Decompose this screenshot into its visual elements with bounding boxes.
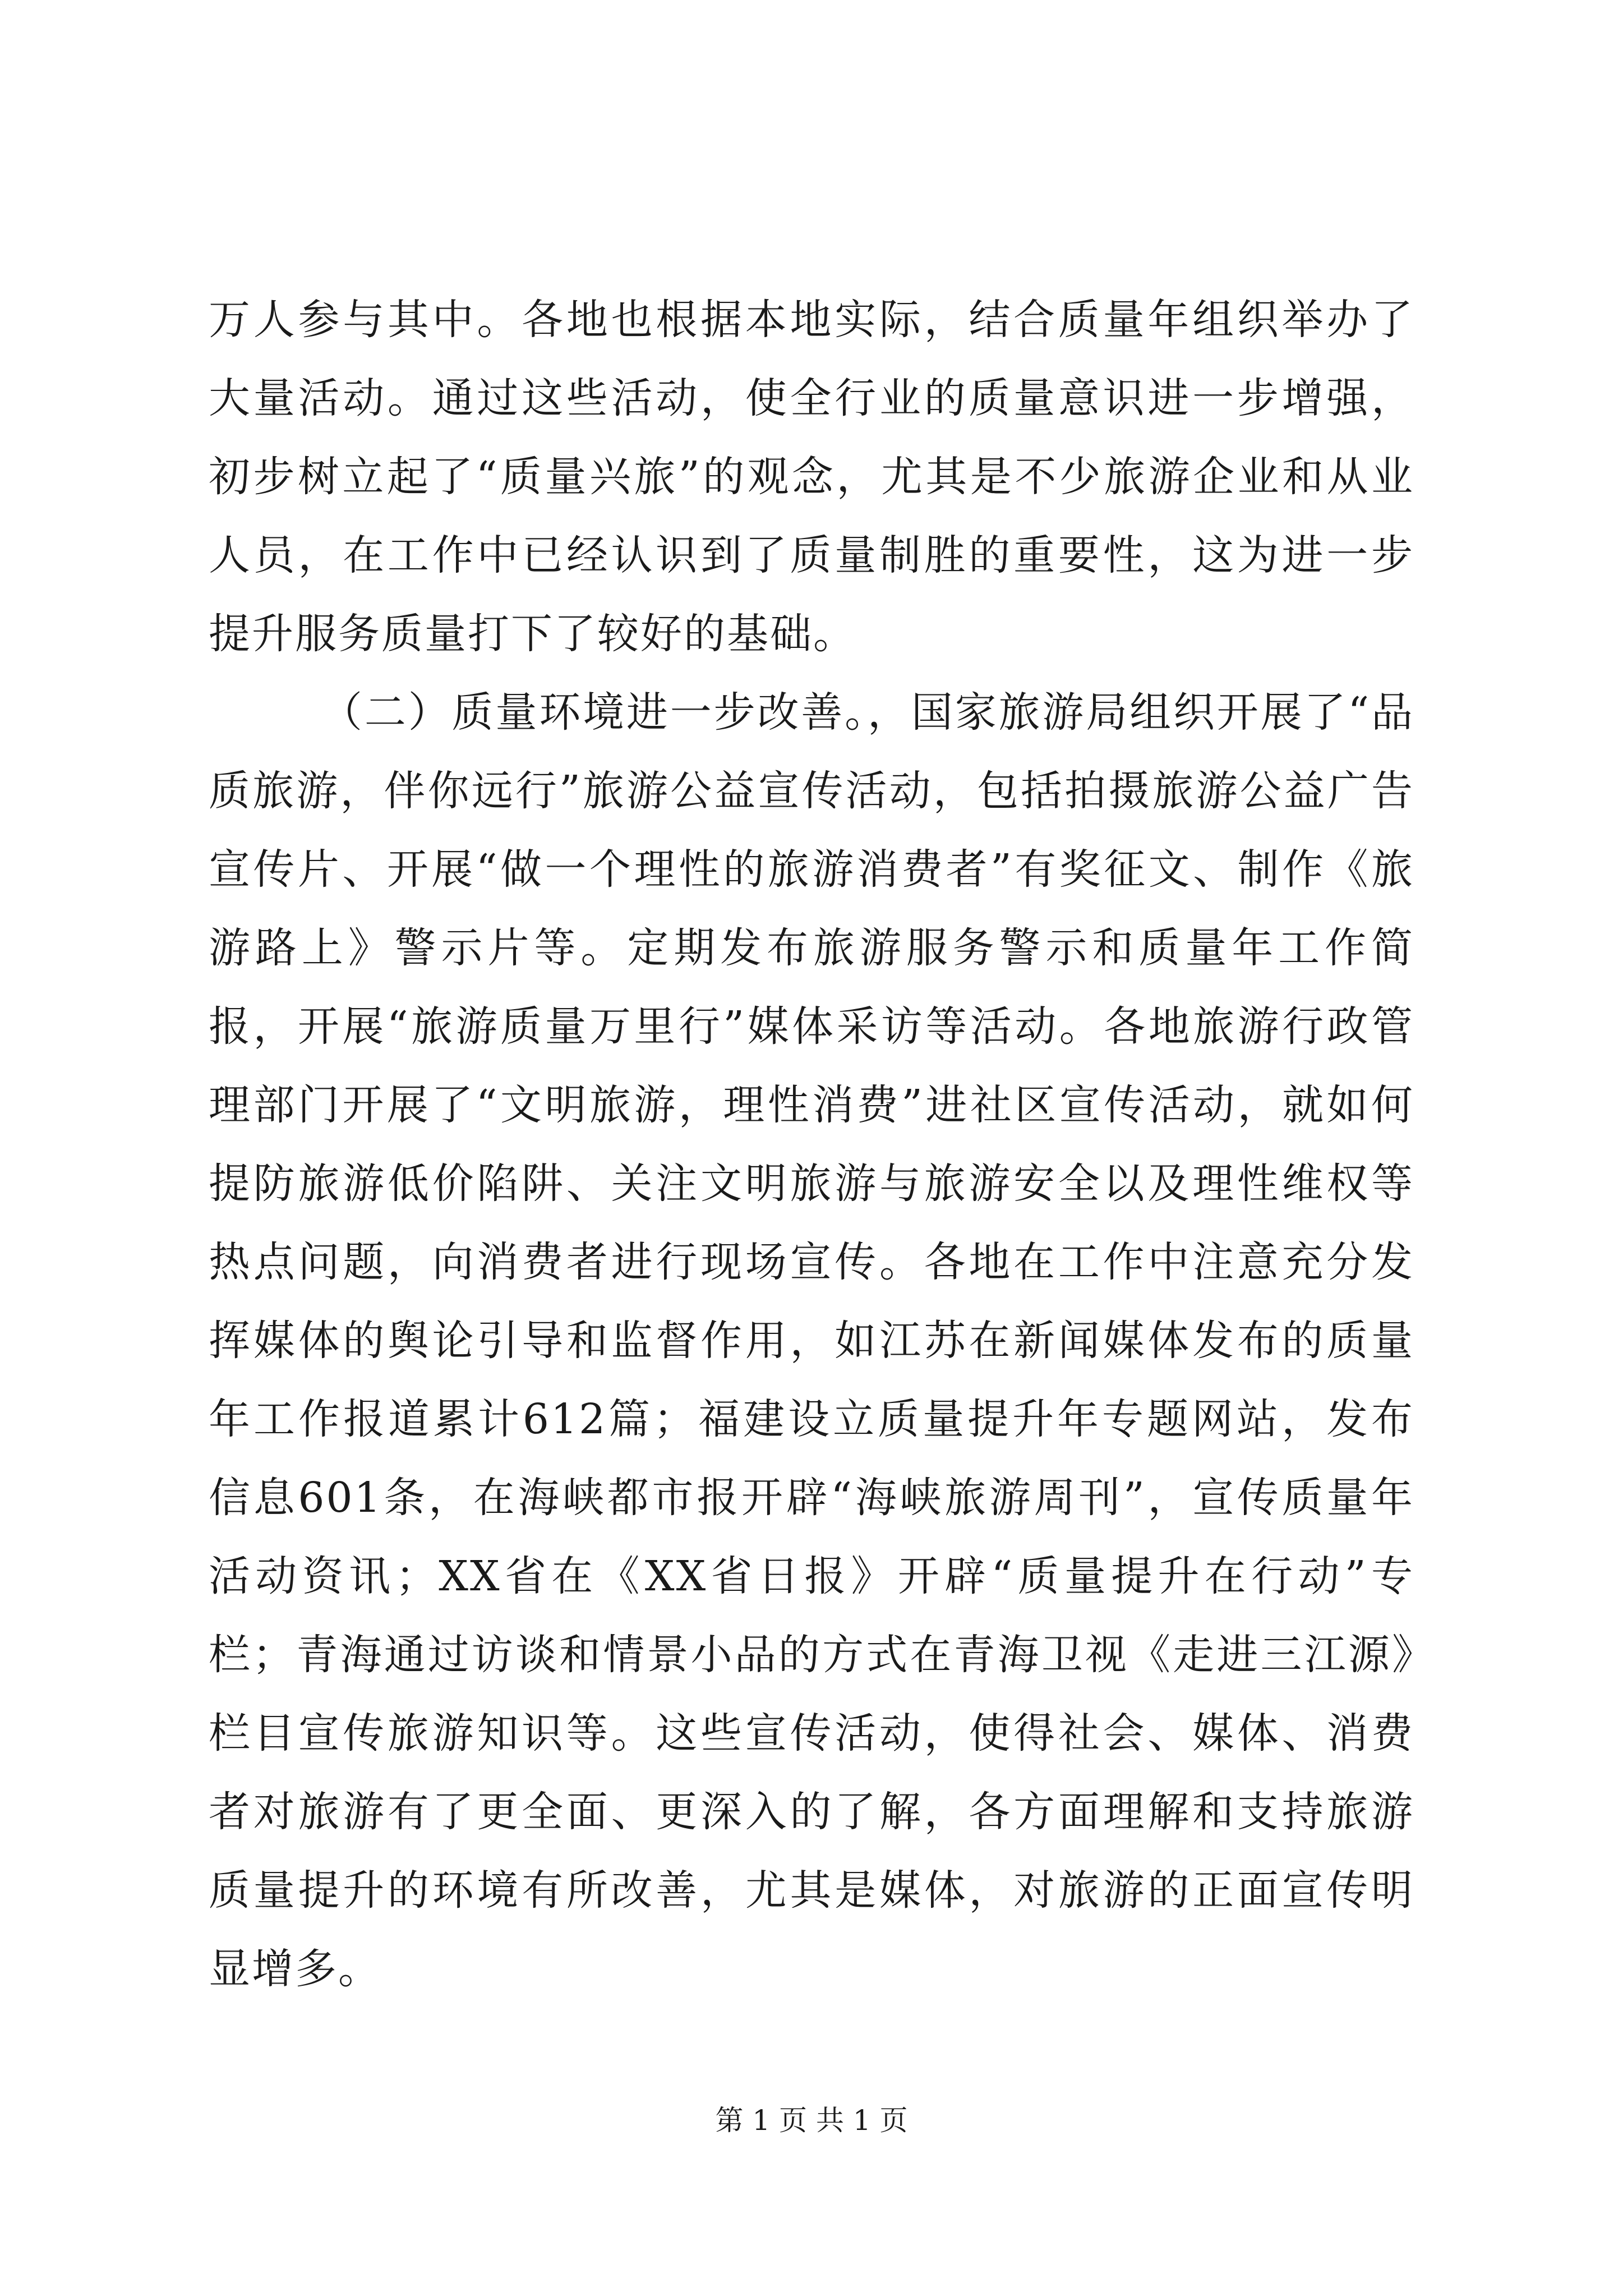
paragraph-continuation: 万人参与其中。各地也根据本地实际，结合质量年组织举办了大量活动。通过这些活动，使全行业的质量意识进一步增强，初步树立起了“质量兴旅”的观念，尤其是不少旅游企业和从业人员，在工作中已经认识到了质量制胜的重要性，这为进一步提升服务质量打下了较好的基础。 [209, 296, 1414, 658]
page-footer: 第 1 页 共 1 页 [715, 2104, 908, 2137]
document-body [209, 280, 1414, 2008]
paragraph-quality-environment: （二）质量环境进一步改善。，国家旅游局组织开展了“品质旅游，伴你远行”旅游公益宣传活动，包括拍摄旅游公益广告宣传片、开展“做一个理性的旅游消费者”有奖征文、制作《旅游路上》警示片等。定期发布旅游服务警示和质量年工作简报，开展“旅游质量万里行”媒体采访等活动。各地旅游行政管理部门开展了“文明旅游，理性消费”进社区宣传活动，就如何提防旅游低价陷阱、关注文明旅游与旅游安全以及理性维权等热点问题，向消费者进行现场宣传。各地在工作中注意充分发挥媒体的舆论引导和监督作用，如江苏在新闻媒体发布的质量年工作报道累计612篇；福建设立质量提升年专题网站，发布信息601条，在海峡都市报开辟“海峡旅游周刊”，宣传质量年活动资讯；XX省在《XX省日报》开辟“质量提升在行动”专栏；青海通过访谈和情景小品的方式在青海卫视《走进三江源》栏目宣传旅游知识等。这些宣传活动，使得社会、媒体、消费者对旅游有了更全面、更深入的了解，各方面理解和支持旅游质量提升的环境有所改善，尤其是媒体，对旅游的正面宣传明显增多。 [209, 688, 1414, 1993]
